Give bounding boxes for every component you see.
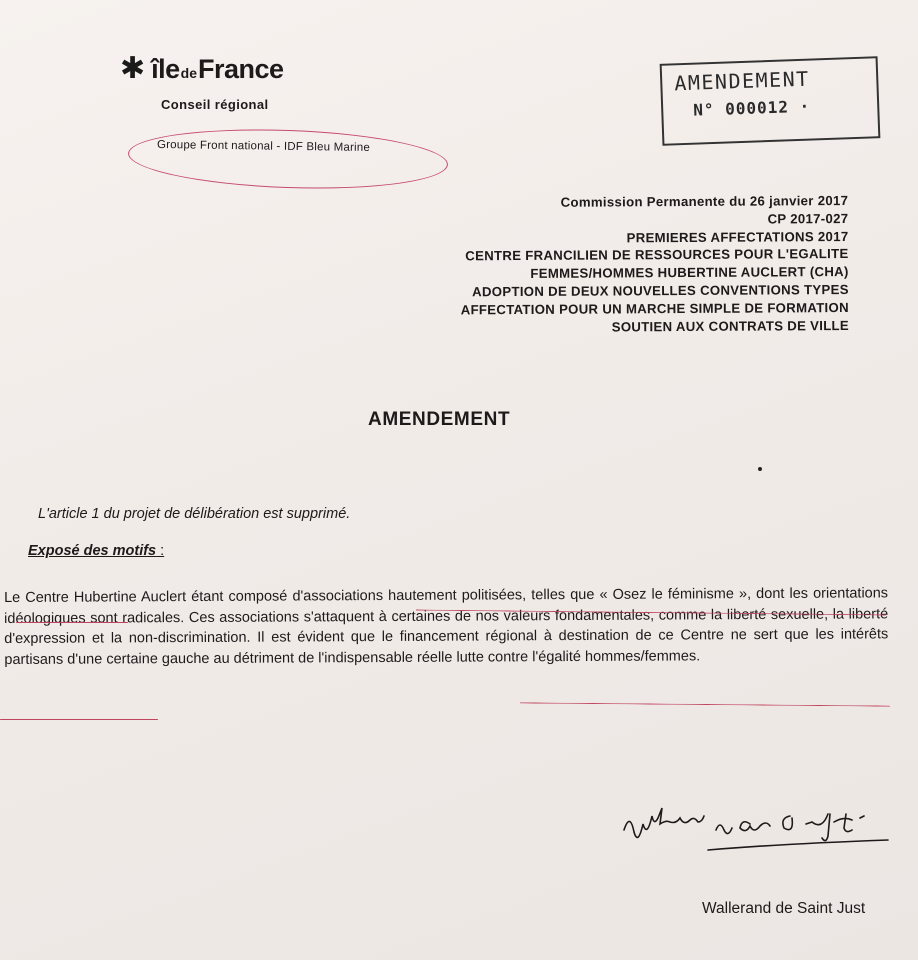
handdrawn-circle-annotation <box>127 124 449 193</box>
header-line: AFFECTATION POUR UN MARCHE SIMPLE DE FORMATION <box>460 299 849 318</box>
star-logo-icon: ✱ <box>120 52 146 85</box>
motifs-heading: Exposé des motifs <box>28 543 157 559</box>
stamp-title: AMENDEMENT <box>673 66 811 96</box>
ile-de-france-logo <box>120 54 284 85</box>
logo-de-text: de <box>180 65 198 81</box>
header-line: Commission Permanente du 26 janvier 2017 <box>560 192 849 210</box>
ink-dot <box>758 467 762 471</box>
article-text: L'article 1 du projet de délibération est supprimé. <box>38 506 351 522</box>
motifs-heading-row <box>28 543 164 559</box>
logo-ile-text: île <box>151 54 180 84</box>
red-underline <box>0 719 158 720</box>
handwritten-signature <box>620 802 900 862</box>
header-line: CENTRE FRANCILIEN DE RESSOURCES POUR L'EGALITE <box>465 246 849 264</box>
header-line: SOUTIEN AUX CONTRATS DE VILLE <box>611 317 849 335</box>
header-line: ADOPTION DE DEUX NOUVELLES CONVENTIONS TYPES <box>471 281 849 300</box>
amendment-stamp <box>660 56 881 146</box>
motifs-paragraph: Le Centre Hubertine Auclert étant composé d'associations hautement politisées, telles que « Osez le féminisme », dont les orientations idéologiques sont radicales. Ces associations s'attaquent à certaines de nos valeurs fondamentales, comme la liberté sexuelle, la liberté d'expression et la non-discrimination. Il est évident que le financement régional à destination de ce Centre ne sert que les intérêts partisans d'une certaine gauche au détriment de l'indispensable réelle lutte contre l'égalité hommes/femmes. <box>4 585 889 668</box>
header-line: CP 2017-027 <box>767 210 849 227</box>
red-underline <box>16 622 128 623</box>
logo-subtitle: Conseil régional <box>161 97 269 112</box>
logo-france-text: France <box>198 54 284 84</box>
document-title: AMENDEMENT <box>368 409 511 430</box>
stamp-number: N° 000012 · <box>692 96 811 120</box>
session-header <box>460 192 849 337</box>
political-group-label: Groupe Front national - IDF Bleu Marine <box>156 139 371 154</box>
header-line: FEMMES/HOMMES HUBERTINE AUCLERT (CHA) <box>530 264 849 282</box>
header-line: PREMIERES AFFECTATIONS 2017 <box>626 228 849 245</box>
motifs-colon: : <box>156 543 165 559</box>
red-underline <box>520 702 890 706</box>
signatory-name: Wallerand de Saint Just <box>702 900 866 917</box>
